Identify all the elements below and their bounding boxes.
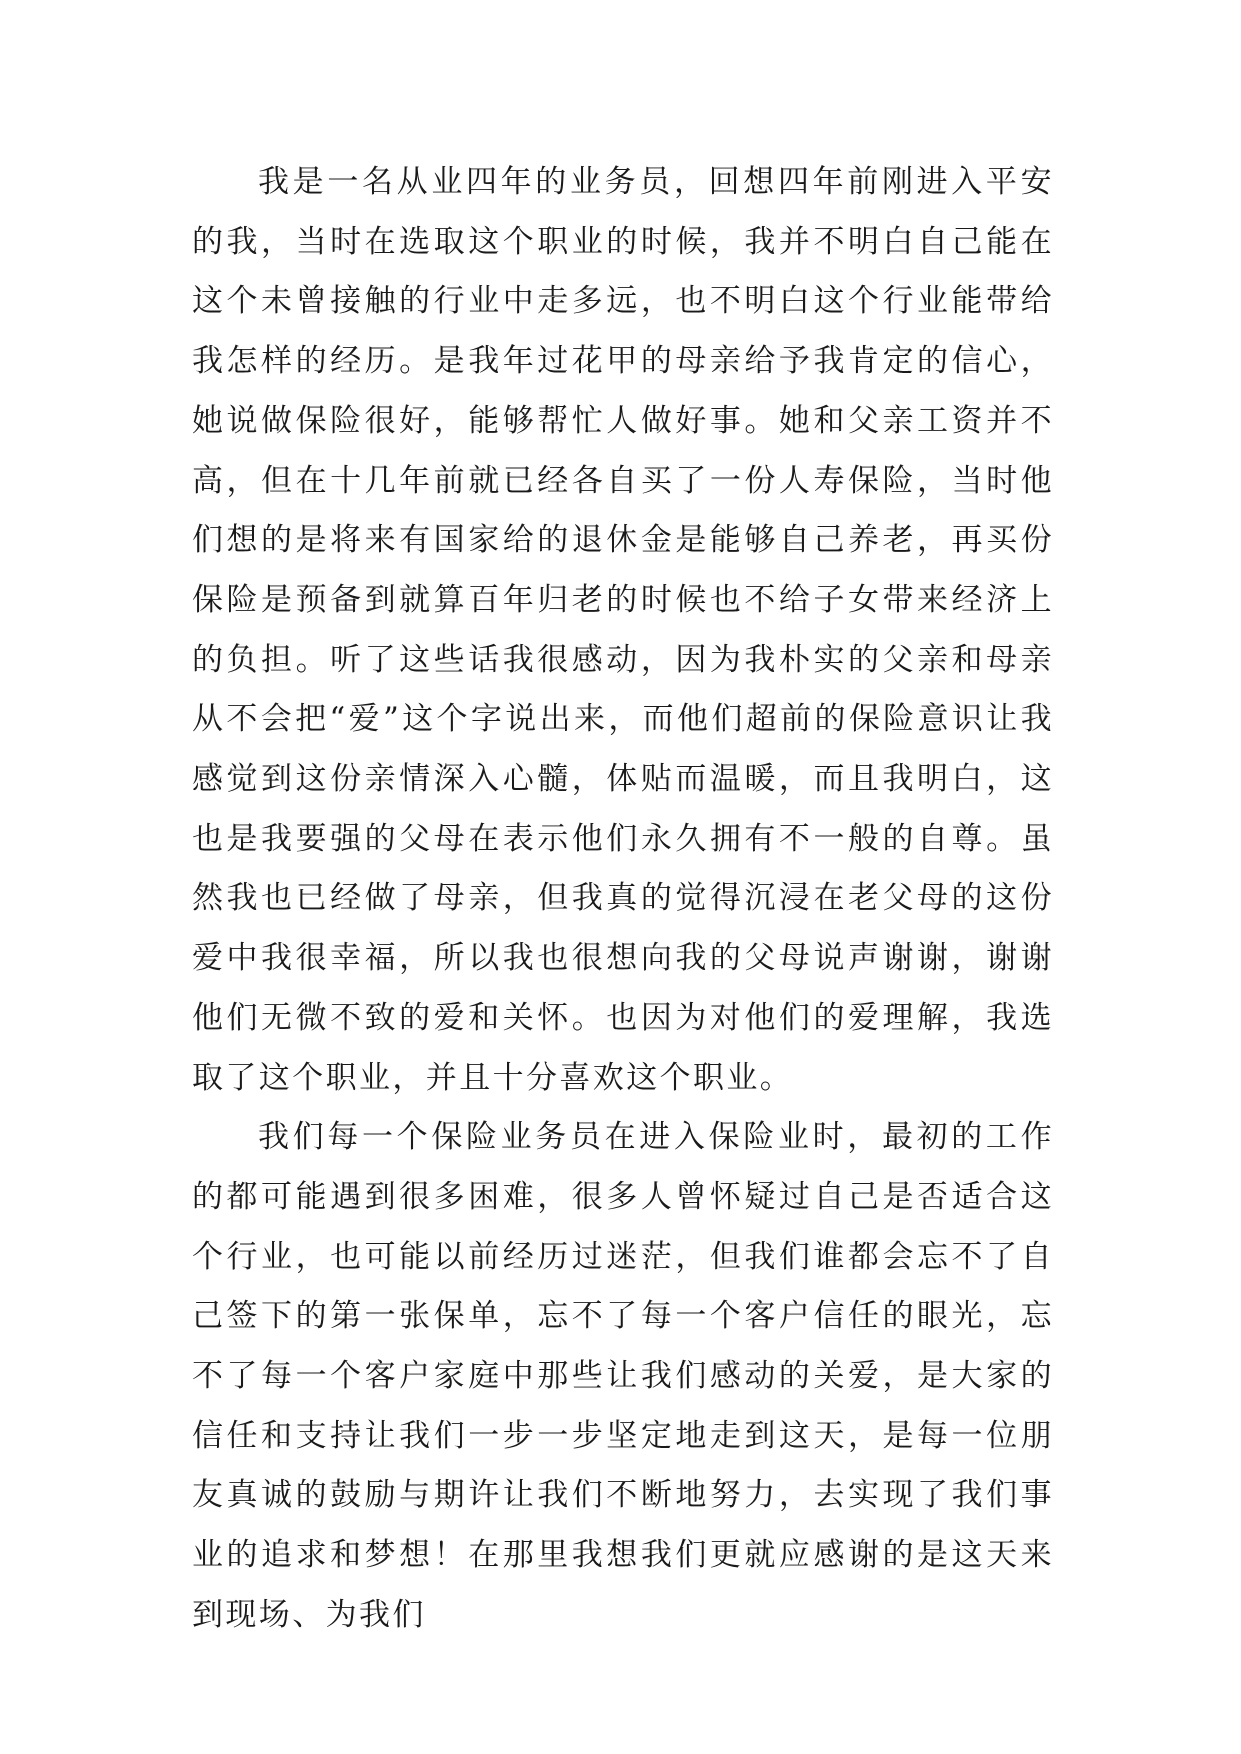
- paragraph-1: 我是一名从业四年的业务员，回想四年前刚进入平安的我，当时在选取这个职业的时候，我并不明白自己能在这个未曾接触的行业中走多远，也不明白这个行业能带给我怎样的经历。是我年过花甲的母亲给予我肯定的信心，她说做保险很好，能够帮忙人做好事。她和父亲工资并不高，但在十几年前就已经各自买了一份人寿保险，当时他们想的是将来有国家给的退休金是能够自己养老，再买份保险是预备到就算百年归老的时候也不给子女带来经济上的负担。听了这些话我很感动，因为我朴实的父亲和母亲从不会把“爱”这个字说出来，而他们超前的保险意识让我感觉到这份亲情深入心髓，体贴而温暖，而且我明白，这也是我要强的父母在表示他们永久拥有不一般的自尊。虽然我也已经做了母亲，但我真的觉得沉浸在老父母的这份爱中我很幸福，所以我也很想向我的父母说声谢谢，谢谢他们无微不致的爱和关怀。也因为对他们的爱理解，我选取了这个职业，并且十分喜欢这个职业。: [192, 164, 1054, 1096]
- document-body: [192, 153, 1054, 1646]
- paragraph-2: 我们每一个保险业务员在进入保险业时，最初的工作的都可能遇到很多困难，很多人曾怀疑过自己是否适合这个行业，也可能以前经历过迷茫，但我们谁都会忘不了自己签下的第一张保单，忘不了每一个客户信任的眼光，忘不了每一个客户家庭中那些让我们感动的关爱，是大家的信任和支持让我们一步一步坚定地走到这天，是每一位朋友真诚的鼓励与期许让我们不断地努力，去实现了我们事业的追求和梦想！在那里我想我们更就应感谢的是这天来到现场、为我们: [192, 1119, 1054, 1633]
